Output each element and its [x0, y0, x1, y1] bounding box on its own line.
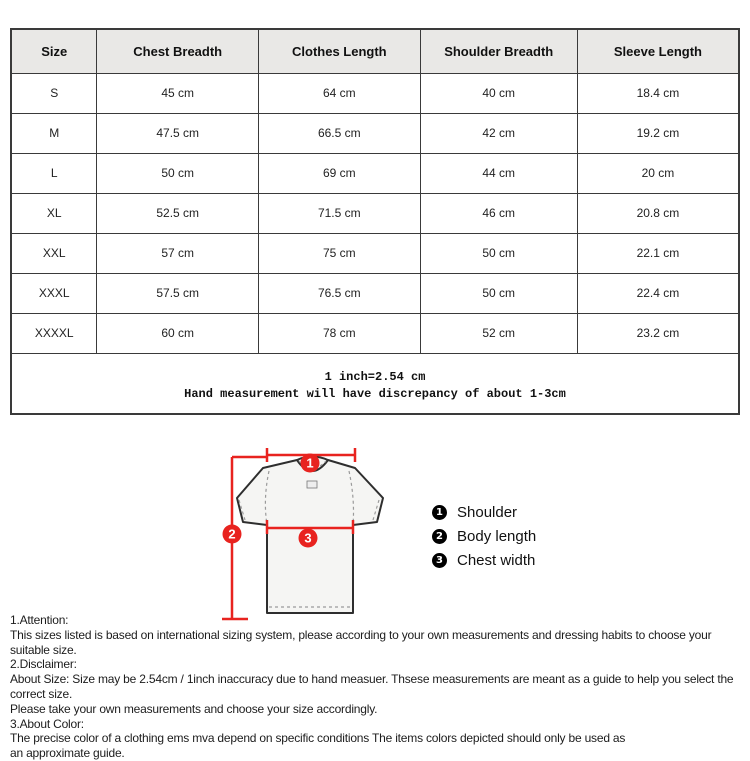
about-color-text-line2: an approximate guide. [10, 746, 125, 761]
size-cell: XL [11, 193, 97, 233]
length-cell: 71.5 cm [259, 193, 421, 233]
legend-item-body-length [432, 528, 536, 544]
legend-label-chest-width: Chest width [457, 551, 536, 569]
size-cell: S [11, 73, 97, 113]
length-cell: 75 cm [259, 233, 421, 273]
measurement-note [11, 353, 739, 414]
chest-cell: 60 cm [97, 313, 259, 353]
shoulder-cell: 44 cm [420, 153, 577, 193]
sleeve-cell: 23.2 cm [577, 313, 739, 353]
chest-cell: 57 cm [97, 233, 259, 273]
length-cell: 78 cm [259, 313, 421, 353]
disclaimer-notes [10, 613, 748, 761]
table-note-row [11, 353, 739, 414]
disclaimer-text-line2: Please take your own measurements and choose your size accordingly. [10, 701, 378, 716]
shoulder-cell: 40 cm [420, 73, 577, 113]
sleeve-cell: 20.8 cm [577, 193, 739, 233]
table-row-xxxl [11, 273, 739, 313]
legend-badge-1: 1 [432, 505, 447, 520]
length-cell: 64 cm [259, 73, 421, 113]
note-line-inch: 1 inch=2.54 cm [324, 370, 426, 385]
header-cell-size: Size [11, 29, 97, 73]
about-color-text-line1: The precise color of a clothing ems mva depend on specific conditions The items colors depicted should only be used as [10, 731, 626, 746]
measurement-legend [432, 504, 536, 576]
legend-badge-2: 2 [432, 529, 447, 544]
note-line-discrepancy: Hand measurement will have discrepancy of about 1-3cm [184, 387, 566, 402]
shoulder-cell: 46 cm [420, 193, 577, 233]
shoulder-cell: 52 cm [420, 313, 577, 353]
chest-cell: 47.5 cm [97, 113, 259, 153]
size-cell: L [11, 153, 97, 193]
marker-1-shoulder [301, 454, 320, 473]
about-color-heading: 3.About Color: [10, 716, 84, 731]
legend-item-shoulder [432, 504, 536, 520]
size-cell: XXXL [11, 273, 97, 313]
attention-text: This sizes listed is based on international sizing system, please according to your own measurements and dressing habits to choose your suitable size. [10, 627, 712, 657]
sleeve-cell: 19.2 cm [577, 113, 739, 153]
table-row-s [11, 73, 739, 113]
shoulder-cell: 50 cm [420, 273, 577, 313]
marker-3-number: 3 [304, 530, 312, 546]
chest-cell: 52.5 cm [97, 193, 259, 233]
header-cell-sleeve-length: Sleeve Length [577, 29, 739, 73]
disclaimer-text-line1: About Size: Size may be 2.54cm / 1inch inaccuracy due to hand measuer. Thsese measurements are meant as a guide to help you select the correct size. [10, 672, 734, 701]
legend-label-shoulder: Shoulder [457, 503, 518, 521]
chest-cell: 45 cm [97, 73, 259, 113]
size-cell: XXXXL [11, 313, 97, 353]
sleeve-cell: 22.1 cm [577, 233, 739, 273]
sleeve-cell: 18.4 cm [577, 73, 739, 113]
marker-2-body-length [223, 525, 242, 544]
header-cell-chest-breadth: Chest Breadth [97, 29, 259, 73]
table-row-xxxxl [11, 313, 739, 353]
length-cell: 76.5 cm [259, 273, 421, 313]
attention-heading: 1.Attention: [10, 613, 69, 627]
size-table [10, 28, 740, 415]
collar-label-tag [307, 481, 317, 488]
header-cell-shoulder-breadth: Shoulder Breadth [420, 29, 577, 73]
marker-1-number: 1 [306, 455, 314, 471]
shoulder-cell: 50 cm [420, 233, 577, 273]
table-header-row [11, 29, 739, 73]
chest-cell: 57.5 cm [97, 273, 259, 313]
disclaimer-heading: 2.Disclaimer: [10, 657, 77, 672]
tshirt-measurement-diagram [185, 435, 400, 635]
marker-3-chest-width [299, 529, 318, 548]
table-row-xl [11, 193, 739, 233]
length-cell: 66.5 cm [259, 113, 421, 153]
size-cell: M [11, 113, 97, 153]
length-cell: 69 cm [259, 153, 421, 193]
legend-label-body-length: Body length [457, 527, 537, 545]
shoulder-cell: 42 cm [420, 113, 577, 153]
sleeve-cell: 20 cm [577, 153, 739, 193]
legend-badge-3: 3 [432, 553, 447, 568]
header-cell-clothes-length: Clothes Length [259, 29, 421, 73]
chest-cell: 50 cm [97, 153, 259, 193]
table-row-xxl [11, 233, 739, 273]
size-cell: XXL [11, 233, 97, 273]
table-row-l [11, 153, 739, 193]
sleeve-cell: 22.4 cm [577, 273, 739, 313]
legend-item-chest-width [432, 552, 536, 568]
table-row-m [11, 113, 739, 153]
marker-2-number: 2 [228, 526, 236, 542]
